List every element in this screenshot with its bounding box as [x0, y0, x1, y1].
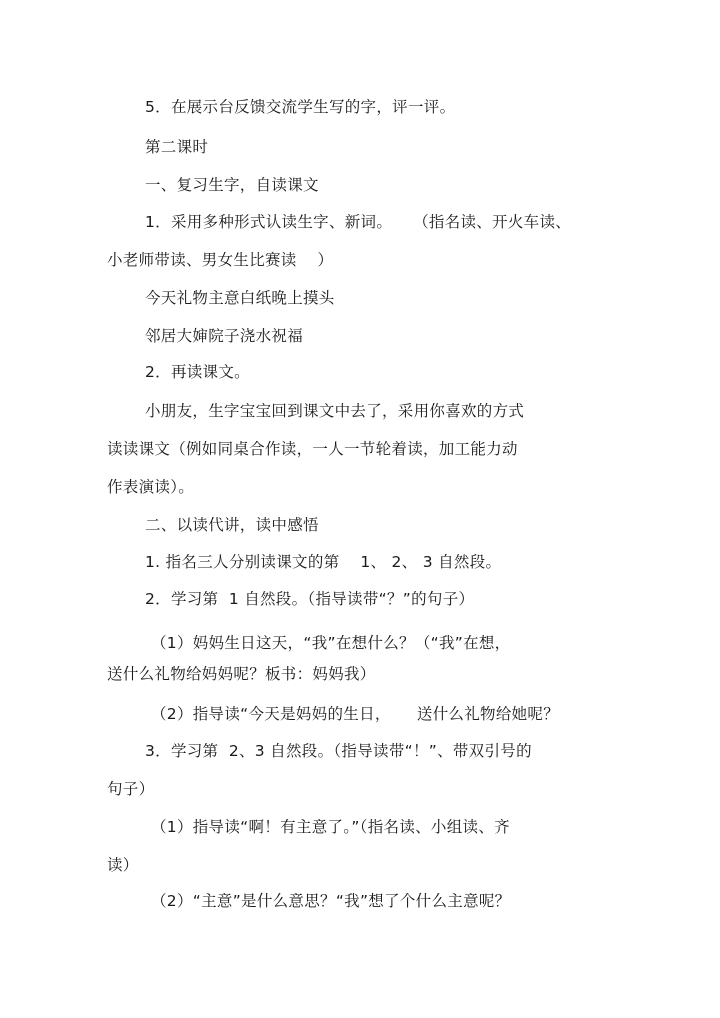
text-line: 3．学习第 2、3 自然段。（指导读带“！”、带双引号的	[145, 742, 532, 760]
text-line: （1）妈妈生日这天，“我”在想什么？（“我”在想，	[151, 634, 511, 652]
text-line: 1．采用多种形式认读生字、新词。 （指名读、开火车读、	[145, 213, 572, 231]
text-line: 小朋友，生字宝宝回到课文中去了，采用你喜欢的方式	[145, 402, 525, 420]
text-line: 作表演读）。	[107, 478, 195, 496]
text-line: 第二课时	[145, 138, 209, 156]
text-line: （2）“主意”是什么意思？“我”想了个什么主意呢？	[151, 892, 511, 910]
text-line: （2）指导读“今天是妈妈的生日， 送什么礼物给她呢？	[151, 705, 560, 723]
text-line: 2．学习第 1 自然段。（指导读带“？”的句子）	[145, 590, 475, 608]
text-line: 句子）	[107, 780, 155, 798]
text-line: 一、复习生字，自读课文	[145, 176, 319, 194]
text-line: 今天礼物主意白纸晚上摸头	[145, 289, 335, 307]
text-line: 1. 指名三人分别读课文的第 1、 2、 3 自然段。	[145, 553, 502, 571]
text-line: 送什么礼物给妈妈呢？板书：妈妈我）	[107, 665, 376, 683]
text-line: 小老师带读、男女生比赛读 ）	[107, 251, 334, 269]
text-line: 5．在展示台反馈交流学生写的字，评一评。	[145, 98, 456, 116]
text-line: 读）	[107, 856, 139, 874]
text-line: 2．再读课文。	[145, 363, 250, 381]
text-line: （1）指导读“啊！有主意了。”（指名读、小组读、齐	[151, 818, 510, 836]
text-line: 二、以读代讲，读中感悟	[145, 516, 319, 534]
text-line: 读读课文（例如同桌合作读，一人一节轮着读，加工能力动	[107, 440, 518, 458]
text-line: 邻居大婶院子浇水祝福	[145, 327, 304, 345]
